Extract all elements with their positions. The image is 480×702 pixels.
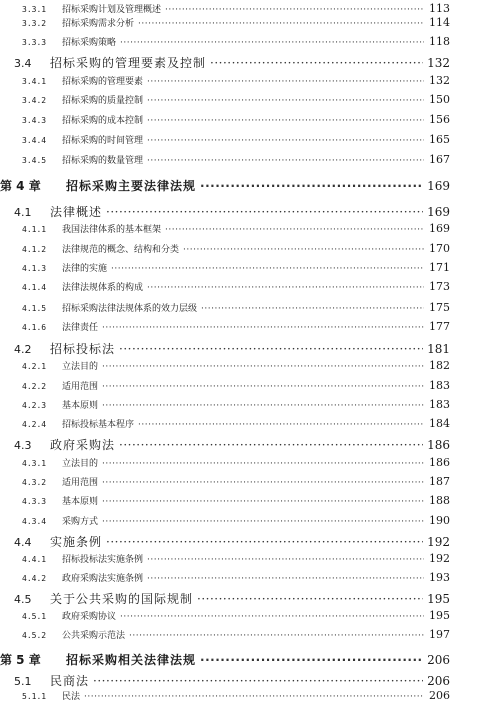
section-entry bbox=[0, 590, 480, 607]
entry-page-number: 181 bbox=[427, 342, 450, 356]
subsection-entry bbox=[0, 417, 480, 430]
entry-number: 3.4.2 bbox=[22, 96, 47, 105]
entry-title: 法律的实施 bbox=[62, 264, 108, 274]
entry-title: 招标采购计划及管理概述 bbox=[62, 5, 162, 15]
entry-page-number: 167 bbox=[429, 153, 450, 166]
dot-leader bbox=[147, 555, 424, 565]
entry-page-number: 177 bbox=[429, 320, 450, 333]
entry-title: 法律责任 bbox=[62, 323, 99, 333]
entry-page-number: 206 bbox=[427, 674, 450, 688]
dot-leader bbox=[147, 136, 424, 146]
entry-number: 4.3.3 bbox=[22, 497, 47, 506]
dot-leader bbox=[129, 631, 424, 641]
entry-title: 政府采购法 bbox=[50, 438, 116, 452]
entry-title: 招标投标基本程序 bbox=[62, 420, 135, 430]
dot-leader bbox=[120, 38, 424, 48]
entry-number: 4.1 bbox=[14, 206, 32, 219]
entry-number: 3.4.4 bbox=[22, 136, 47, 145]
dot-leader bbox=[147, 77, 424, 87]
entry-number: 3.3.1 bbox=[22, 5, 47, 14]
dot-leader bbox=[147, 116, 424, 126]
dot-leader bbox=[106, 205, 423, 219]
dot-leader bbox=[102, 401, 424, 411]
entry-title: 招标采购的质量控制 bbox=[62, 96, 144, 106]
entry-number: 4.1.6 bbox=[22, 323, 47, 332]
dot-leader bbox=[102, 459, 424, 469]
entry-number: 4.3.1 bbox=[22, 459, 47, 468]
entry-page-number: 118 bbox=[429, 35, 450, 48]
entry-page-number: 193 bbox=[429, 571, 450, 584]
subsection-entry bbox=[0, 571, 480, 584]
entry-page-number: 132 bbox=[427, 56, 450, 70]
entry-page-number: 171 bbox=[429, 261, 450, 274]
entry-title: 招标采购的管理要素 bbox=[62, 77, 144, 87]
entry-page-number: 165 bbox=[429, 133, 450, 146]
entry-number: 4.2 bbox=[14, 343, 32, 356]
entry-page-number: 187 bbox=[429, 475, 450, 488]
entry-title: 招标采购的成本控制 bbox=[62, 116, 144, 126]
subsection-entry bbox=[0, 359, 480, 372]
subsection-entry bbox=[0, 93, 480, 106]
entry-page-number: 184 bbox=[429, 417, 450, 430]
entry-title: 政府采购协议 bbox=[62, 612, 117, 622]
entry-number: 4.1.5 bbox=[22, 304, 47, 313]
entry-page-number: 113 bbox=[429, 2, 450, 15]
section-entry bbox=[0, 436, 480, 453]
dot-leader bbox=[165, 225, 424, 235]
entry-title: 立法目的 bbox=[62, 459, 99, 469]
subsection-entry bbox=[0, 280, 480, 293]
entry-number: 4.5.2 bbox=[22, 631, 47, 640]
dot-leader bbox=[102, 497, 424, 507]
dot-leader bbox=[201, 304, 424, 314]
section-entry bbox=[0, 672, 480, 689]
dot-leader bbox=[102, 362, 424, 372]
entry-title: 基本原则 bbox=[62, 497, 99, 507]
entry-title: 招标采购法律法规体系的效力层级 bbox=[62, 304, 198, 314]
subsection-entry bbox=[0, 35, 480, 48]
dot-leader bbox=[93, 674, 423, 688]
entry-page-number: 188 bbox=[429, 494, 450, 507]
entry-number: 4.4.2 bbox=[22, 574, 47, 583]
section-entry bbox=[0, 54, 480, 71]
entry-page-number: 150 bbox=[429, 93, 450, 106]
entry-title: 招标采购相关法律法规 bbox=[66, 653, 197, 667]
dot-leader bbox=[138, 19, 424, 29]
dot-leader bbox=[147, 96, 424, 106]
entry-page-number: 183 bbox=[429, 379, 450, 392]
entry-title: 招标采购的数量管理 bbox=[62, 156, 144, 166]
subsection-entry bbox=[0, 16, 480, 29]
dot-leader bbox=[138, 420, 424, 430]
entry-page-number: 195 bbox=[429, 609, 450, 622]
dot-leader bbox=[102, 478, 424, 488]
entry-page-number: 175 bbox=[429, 301, 450, 314]
entry-page-number: 192 bbox=[427, 535, 450, 549]
entry-title: 适用范围 bbox=[62, 382, 99, 392]
chapter-entry bbox=[0, 651, 480, 668]
entry-number: 第 4 章 bbox=[0, 179, 41, 193]
entry-number: 3.4.5 bbox=[22, 156, 47, 165]
entry-number: 3.4.3 bbox=[22, 116, 47, 125]
subsection-entry bbox=[0, 133, 480, 146]
subsection-entry bbox=[0, 74, 480, 87]
entry-number: 4.2.3 bbox=[22, 401, 47, 410]
subsection-entry bbox=[0, 628, 480, 641]
dot-leader bbox=[84, 692, 424, 702]
dot-leader bbox=[165, 5, 424, 15]
subsection-entry bbox=[0, 609, 480, 622]
entry-number: 4.3.2 bbox=[22, 478, 47, 487]
entry-page-number: 190 bbox=[429, 514, 450, 527]
dot-leader bbox=[106, 535, 423, 549]
entry-title: 实施条例 bbox=[50, 535, 103, 549]
subsection-entry bbox=[0, 456, 480, 469]
entry-page-number: 132 bbox=[429, 74, 450, 87]
dot-leader bbox=[102, 517, 424, 527]
subsection-entry bbox=[0, 222, 480, 235]
subsection-entry bbox=[0, 552, 480, 565]
entry-number: 4.5 bbox=[14, 593, 32, 606]
section-entry bbox=[0, 533, 480, 550]
entry-page-number: 169 bbox=[429, 222, 450, 235]
entry-page-number: 195 bbox=[427, 592, 450, 606]
dot-leader bbox=[200, 179, 423, 193]
entry-page-number: 192 bbox=[429, 552, 450, 565]
entry-number: 3.4.1 bbox=[22, 77, 47, 86]
entry-number: 4.2.2 bbox=[22, 382, 47, 391]
subsection-entry bbox=[0, 514, 480, 527]
subsection-entry bbox=[0, 242, 480, 255]
subsection-entry bbox=[0, 494, 480, 507]
dot-leader bbox=[183, 245, 424, 255]
entry-number: 4.1.4 bbox=[22, 283, 47, 292]
entry-number: 3.4 bbox=[14, 57, 32, 70]
entry-number: 4.1.1 bbox=[22, 225, 47, 234]
dot-leader bbox=[210, 56, 423, 70]
entry-number: 4.5.1 bbox=[22, 612, 47, 621]
entry-number: 4.3.4 bbox=[22, 517, 47, 526]
entry-number: 5.1.1 bbox=[22, 692, 47, 701]
subsection-entry bbox=[0, 379, 480, 392]
entry-page-number: 197 bbox=[429, 628, 450, 641]
entry-page-number: 183 bbox=[429, 398, 450, 411]
entry-page-number: 156 bbox=[429, 113, 450, 126]
entry-number: 3.3.2 bbox=[22, 19, 47, 28]
entry-title: 关于公共采购的国际规制 bbox=[50, 592, 194, 606]
entry-page-number: 186 bbox=[427, 438, 450, 452]
entry-title: 招标采购的时间管理 bbox=[62, 136, 144, 146]
entry-number: 4.2.4 bbox=[22, 420, 47, 429]
entry-number: 3.3.3 bbox=[22, 38, 47, 47]
dot-leader bbox=[119, 342, 423, 356]
entry-page-number: 206 bbox=[429, 689, 450, 702]
subsection-entry bbox=[0, 261, 480, 274]
entry-title: 立法目的 bbox=[62, 362, 99, 372]
dot-leader bbox=[147, 574, 424, 584]
entry-title: 招标采购主要法律法规 bbox=[66, 179, 197, 193]
entry-title: 民商法 bbox=[50, 674, 90, 688]
entry-page-number: 114 bbox=[429, 16, 450, 29]
entry-number: 第 5 章 bbox=[0, 653, 41, 667]
entry-title: 政府采购法实施条例 bbox=[62, 574, 144, 584]
entry-page-number: 206 bbox=[427, 653, 450, 667]
entry-title: 法律概述 bbox=[50, 205, 103, 219]
entry-number: 4.4.1 bbox=[22, 555, 47, 564]
entry-number: 4.4 bbox=[14, 536, 32, 549]
entry-page-number: 169 bbox=[427, 205, 450, 219]
entry-number: 4.3 bbox=[14, 439, 32, 452]
subsection-entry bbox=[0, 301, 480, 314]
subsection-entry bbox=[0, 320, 480, 333]
entry-page-number: 182 bbox=[429, 359, 450, 372]
subsection-entry bbox=[0, 113, 480, 126]
subsection-entry bbox=[0, 398, 480, 411]
entry-number: 4.1.3 bbox=[22, 264, 47, 273]
dot-leader bbox=[200, 653, 423, 667]
entry-title: 招标投标法实施条例 bbox=[62, 555, 144, 565]
entry-title: 法律规范的概念、结构和分类 bbox=[62, 245, 180, 255]
chapter-entry bbox=[0, 177, 480, 194]
dot-leader bbox=[120, 612, 424, 622]
dot-leader bbox=[147, 156, 424, 166]
entry-number: 5.1 bbox=[14, 675, 32, 688]
entry-page-number: 173 bbox=[429, 280, 450, 293]
entry-title: 民法 bbox=[62, 692, 81, 702]
entry-page-number: 169 bbox=[427, 179, 450, 193]
entry-page-number: 170 bbox=[429, 242, 450, 255]
entry-number: 4.1.2 bbox=[22, 245, 47, 254]
entry-title: 公共采购示范法 bbox=[62, 631, 126, 641]
entry-title: 招标投标法 bbox=[50, 342, 116, 356]
subsection-entry bbox=[0, 153, 480, 166]
entry-title: 招标采购策略 bbox=[62, 38, 117, 48]
entry-page-number: 186 bbox=[429, 456, 450, 469]
entry-title: 我国法律体系的基本框架 bbox=[62, 225, 162, 235]
entry-title: 基本原则 bbox=[62, 401, 99, 411]
dot-leader bbox=[147, 283, 424, 293]
dot-leader bbox=[119, 438, 423, 452]
entry-title: 招标采购的管理要素及控制 bbox=[50, 56, 207, 70]
entry-title: 法律法规体系的构成 bbox=[62, 283, 144, 293]
dot-leader bbox=[111, 264, 424, 274]
subsection-entry bbox=[0, 2, 480, 15]
section-entry bbox=[0, 340, 480, 357]
dot-leader bbox=[102, 382, 424, 392]
entry-title: 适用范围 bbox=[62, 478, 99, 488]
dot-leader bbox=[102, 323, 424, 333]
subsection-entry bbox=[0, 475, 480, 488]
entry-title: 采购方式 bbox=[62, 517, 99, 527]
entry-title: 招标采购需求分析 bbox=[62, 19, 135, 29]
section-entry bbox=[0, 203, 480, 220]
entry-number: 4.2.1 bbox=[22, 362, 47, 371]
dot-leader bbox=[197, 592, 423, 606]
